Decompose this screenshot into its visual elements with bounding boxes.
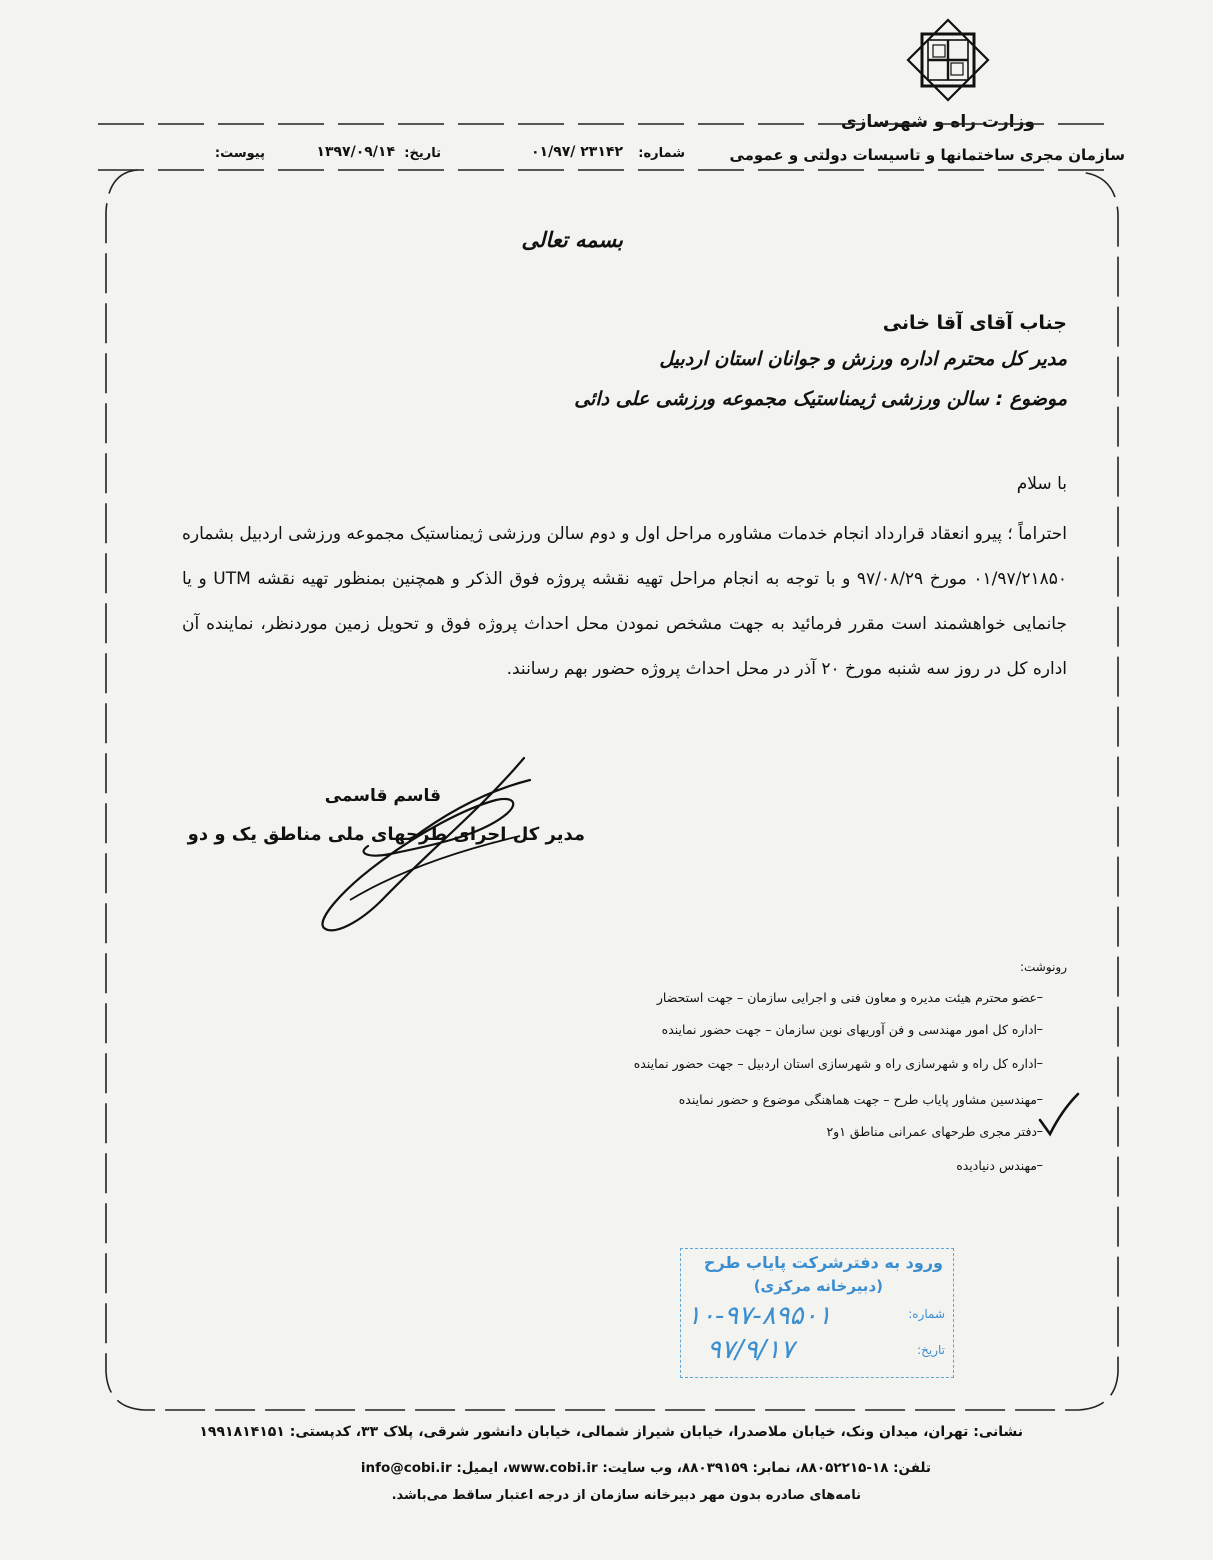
cc-bullet: –: [1036, 1158, 1043, 1173]
footer-contact: تلفن: ۱۸-۸۸۰۵۲۲۱۵، نمابر: ۸۸۰۳۹۱۵۹، وب سایت: www.cobi.ir، ایمیل: info@cobi.ir: [360, 1460, 931, 1476]
stamp-line-1: ورود به دفترشرکت پایاب طرح: [703, 1253, 943, 1272]
cc-item: اداره کل امور مهندسی و فن آوریهای نوین سازمان – جهت حضور نماینده: [661, 1022, 1037, 1037]
checkmark-icon: [1036, 1090, 1080, 1138]
cc-bullet: –: [1036, 1022, 1043, 1037]
reception-stamp: [680, 1248, 954, 1378]
footer-note: نامه‌های صادره بدون مهر دبیرخانه سازمان از درجه اعتبار ساقط می‌باشد.: [391, 1488, 861, 1503]
letter-number-value: ۰۱/۹۷/ ۲۳۱۴۲: [530, 144, 623, 160]
cc-bullet: –: [1036, 1124, 1043, 1139]
letter-number-label: شماره:: [638, 146, 685, 161]
stamp-number-label: شماره:: [908, 1307, 945, 1321]
cc-item: عضو محترم هیئت مدیره و معاون فنی و اجرایی سازمان – جهت استحضار: [656, 990, 1037, 1005]
attachment-label: پیوست:: [214, 146, 265, 161]
cc-item: اداره کل راه و شهرسازی راه و شهرسازی استان اردبیل – جهت حضور نماینده: [633, 1056, 1037, 1071]
greeting: با سلام: [1016, 474, 1067, 494]
ministry-name: وزارت راه و شهرسازی: [840, 112, 1035, 132]
cc-bullet: –: [1036, 1056, 1043, 1071]
signatory-title: مدیر کل اجرای طرحهای ملی مناطق یک و دو: [187, 824, 585, 845]
recipient-title: مدیر کل محترم اداره ورزش و جوانان استان اردبیل: [659, 348, 1067, 370]
letter-date-label: تاریخ:: [404, 146, 441, 161]
organization-name: سازمان مجری ساختمانها و تاسیسات دولتی و عمومی: [729, 146, 1125, 164]
footer-address: نشانی: تهران، میدان ونک، خیابان ملاصدرا، خیابان شیراز شمالی، خیابان دانشور شرقی، پلاک ۳۳، کدپستی: ۱۹۹۱۸۱۴۱۵۱: [199, 1424, 1023, 1440]
stamp-number-value: ۱۰-۹۷-۸۹۵۰۱: [687, 1301, 832, 1331]
signatory-name: قاسم قاسمی: [324, 786, 441, 806]
stamp-date-value: ۹۷/۹/۱۷: [707, 1335, 795, 1365]
invocation: بسمه تعالی: [521, 228, 623, 252]
handwritten-signature: [290, 750, 550, 940]
cc-bullet: –: [1036, 1092, 1043, 1107]
cc-item: مهندسین مشاور پایاب طرح – جهت هماهنگی موضوع و حضور نماینده: [678, 1092, 1037, 1107]
recipient-name: جناب آقای آقا خانی: [882, 312, 1067, 334]
stamp-date-label: تاریخ:: [917, 1343, 945, 1357]
cc-item: مهندس دنیادیده: [956, 1158, 1037, 1173]
stamp-line-2: (دبیرخانه مرکزی): [753, 1277, 883, 1295]
cc-bullet: –: [1036, 990, 1043, 1005]
subject-line: موضوع : سالن ورزشی ژیمناستیک مجموعه ورزشی علی دائی: [574, 388, 1067, 410]
ministry-logo: [906, 18, 990, 102]
cc-item: دفتر مجری طرحهای عمرانی مناطق ۱و۲: [826, 1124, 1037, 1139]
cc-label: رونوشت:: [1019, 960, 1067, 974]
body-paragraph: احتراماً ؛ پیرو انعقاد قرارداد انجام خدمات مشاوره مراحل اول و دوم سالن ورزشی ژیمناستیک مجموعه ورزشی اردبیل بشماره ۰۱/۹۷/۲۱۸۵۰ مورخ ۹۷/۰۸/۲۹ و با توجه به انجام مراحل تهیه نقشه پروژه فوق الذکر و همچنین بمنظور تهیه نقشه UTM و یا جانمایی خواهشمند است مقرر فرمائید به جهت مشخص نمودن محل احداث پروژه فوق و تحویل زمین موردنظر، نماینده آن اداره کل در روز سه شنبه مورخ ۲۰ آذر در محل احداث پروژه حضور بهم رسانند.: [182, 524, 1067, 679]
letter-date-value: ۱۳۹۷/۰۹/۱۴: [316, 144, 395, 160]
